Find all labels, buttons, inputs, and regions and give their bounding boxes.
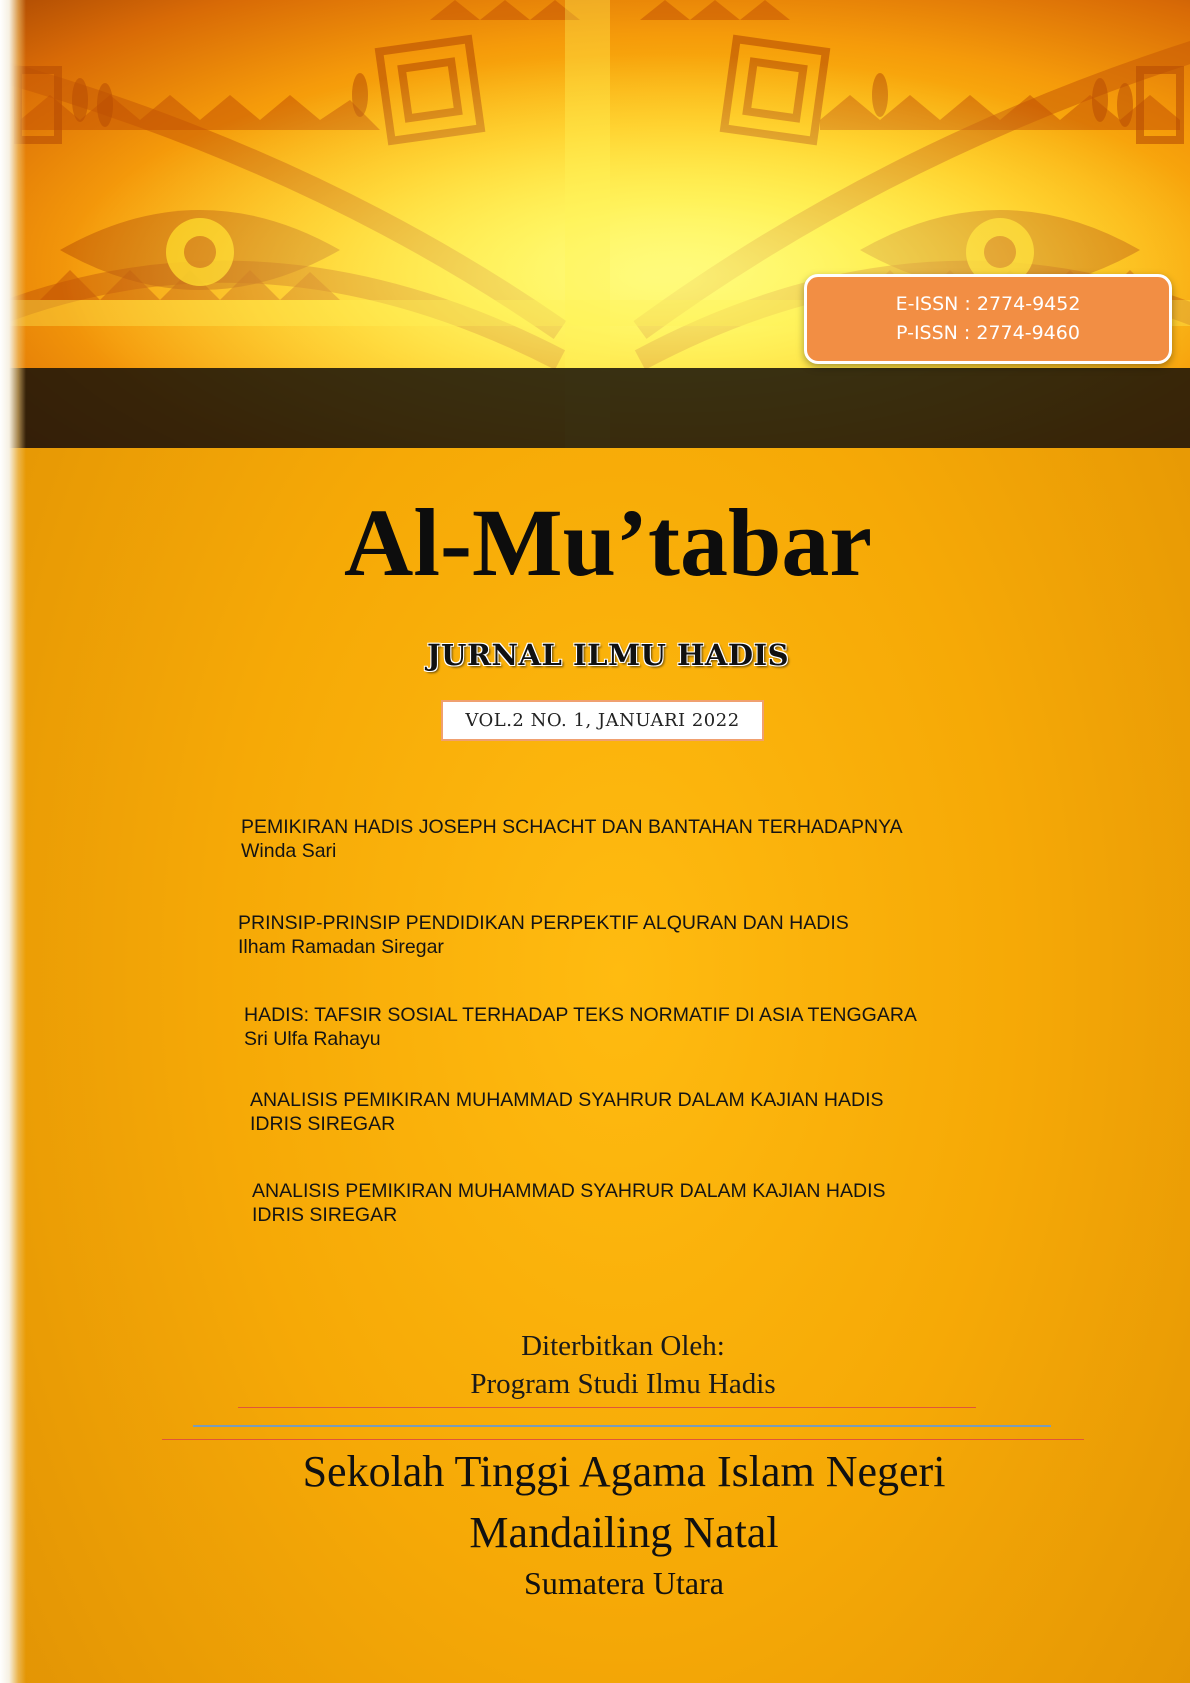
eissn-text: E-ISSN : 2774-9452 — [895, 293, 1081, 315]
article-title: ANALISIS PEMIKIRAN MUHAMMAD SYAHRUR DALAM KAJIAN HADIS — [252, 1180, 886, 1202]
article-author: IDRIS SIREGAR — [250, 1113, 396, 1135]
article-author: Winda Sari — [241, 840, 337, 862]
article-entry — [241, 815, 903, 863]
page-edge-shadow — [0, 0, 26, 1683]
article-author: IDRIS SIREGAR — [252, 1204, 398, 1226]
divider-rule — [162, 1439, 1084, 1440]
article-entry — [250, 1088, 884, 1136]
article-author: Ilham Ramadan Siregar — [238, 936, 444, 958]
article-entry — [238, 911, 849, 959]
journal-title: Al-Mu’tabar — [344, 489, 872, 596]
institution-region: Sumatera Utara — [524, 1565, 724, 1601]
article-title: HADIS: TAFSIR SOSIAL TERHADAP TEKS NORMATIF DI ASIA TENGGARA — [244, 1004, 917, 1026]
article-title: PRINSIP-PRINSIP PENDIDIKAN PERPEKTIF ALQURAN DAN HADIS — [238, 912, 849, 934]
article-entry — [244, 1003, 917, 1051]
volume-issue-label: VOL.2 NO. 1, JANUARI 2022 — [441, 700, 764, 741]
dark-banner-band — [0, 368, 1190, 448]
divider-rule — [238, 1407, 976, 1408]
institution-name: Sekolah Tinggi Agama Islam Negeri — [302, 1447, 946, 1496]
publisher-program: Program Studi Ilmu Hadis — [470, 1368, 776, 1400]
article-author: Sri Ulfa Rahayu — [244, 1028, 381, 1050]
issn-box — [804, 274, 1172, 364]
article-entry — [252, 1179, 886, 1227]
divider-rule — [193, 1425, 1051, 1427]
publisher-label: Diterbitkan Oleh: — [521, 1330, 725, 1362]
institution-location: Mandailing Natal — [469, 1508, 779, 1557]
pissn-text: P-ISSN : 2774-9460 — [896, 322, 1080, 344]
article-title: PEMIKIRAN HADIS JOSEPH SCHACHT DAN BANTAHAN TERHADAPNYA — [241, 816, 903, 838]
article-title: ANALISIS PEMIKIRAN MUHAMMAD SYAHRUR DALAM KAJIAN HADIS — [250, 1089, 884, 1111]
journal-subtitle: JURNAL ILMU HADIS — [426, 638, 790, 672]
